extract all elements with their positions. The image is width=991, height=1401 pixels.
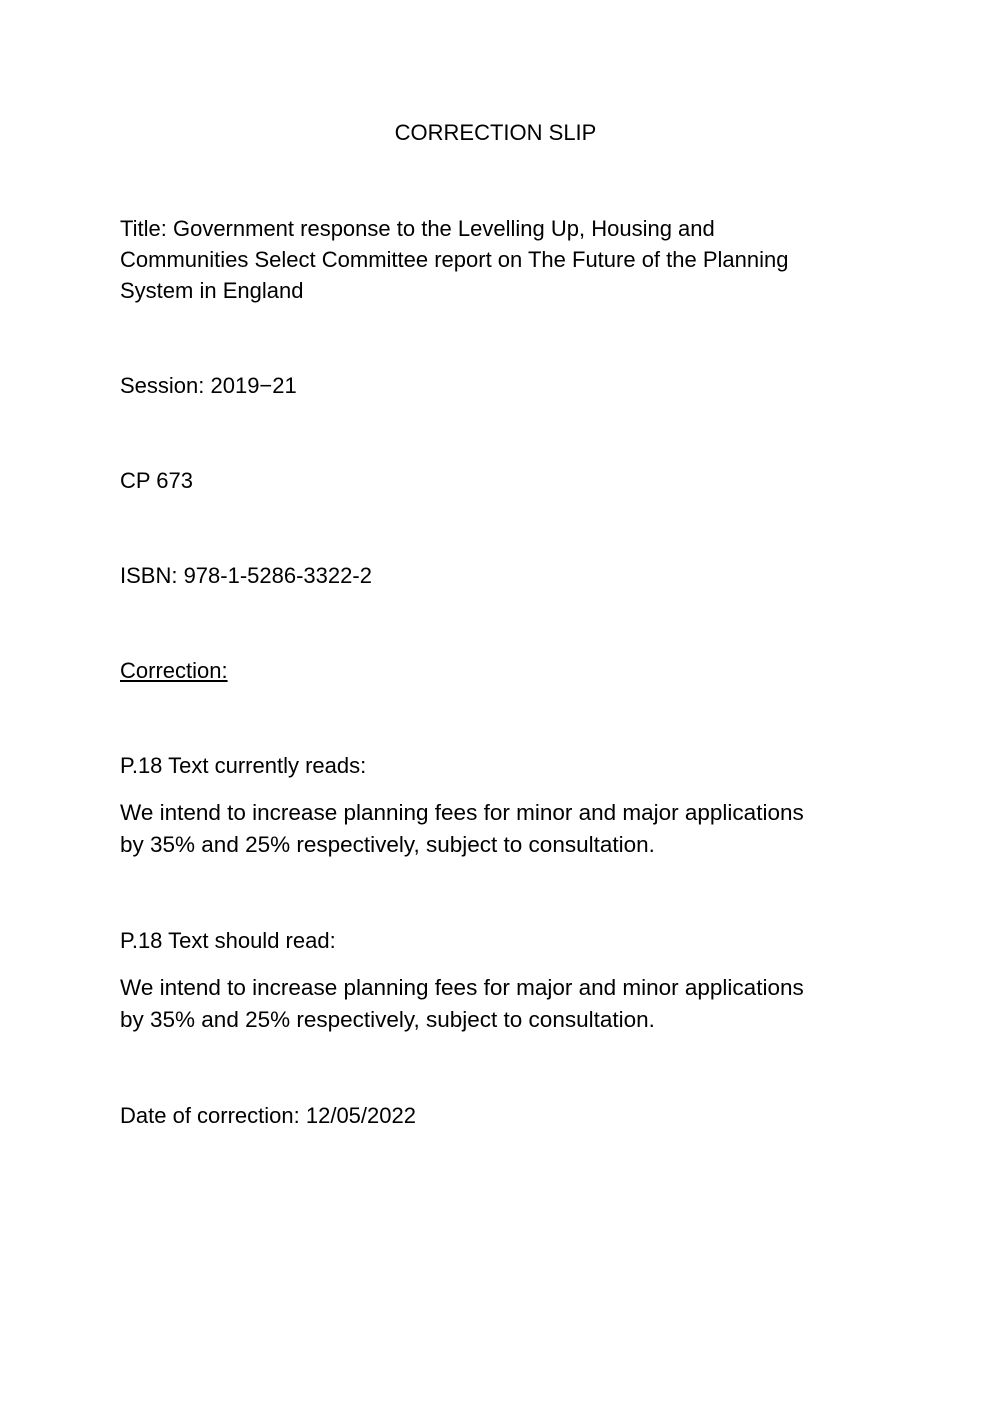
correction-label: Correction: (120, 658, 228, 683)
current-text-label: P.18 Text currently reads: (120, 753, 367, 778)
corrected-text-label: P.18 Text should read: (120, 928, 336, 953)
document-title (120, 213, 788, 306)
title-line: System in England (120, 278, 304, 303)
session: Session: 2019−21 (120, 373, 297, 398)
correction-date: Date of correction: 12/05/2022 (120, 1103, 416, 1128)
page-heading: CORRECTION SLIP (394, 120, 597, 145)
current-text-line: We intend to increase planning fees for minor and major applications (120, 800, 804, 825)
title-line: Communities Select Committee report on The Future of the Planning (120, 247, 789, 272)
isbn: ISBN: 978-1-5286-3322-2 (120, 563, 372, 588)
command-paper-number: CP 673 (120, 468, 193, 493)
corrected-text-line: We intend to increase planning fees for major and minor applications (120, 975, 804, 1000)
corrected-text-line: by 35% and 25% respectively, subject to consultation. (120, 1007, 655, 1032)
current-text-line: by 35% and 25% respectively, subject to consultation. (120, 832, 655, 857)
current-text (120, 797, 804, 861)
title-line: Title: Government response to the Levelling Up, Housing and (120, 216, 715, 241)
corrected-text (120, 972, 804, 1036)
